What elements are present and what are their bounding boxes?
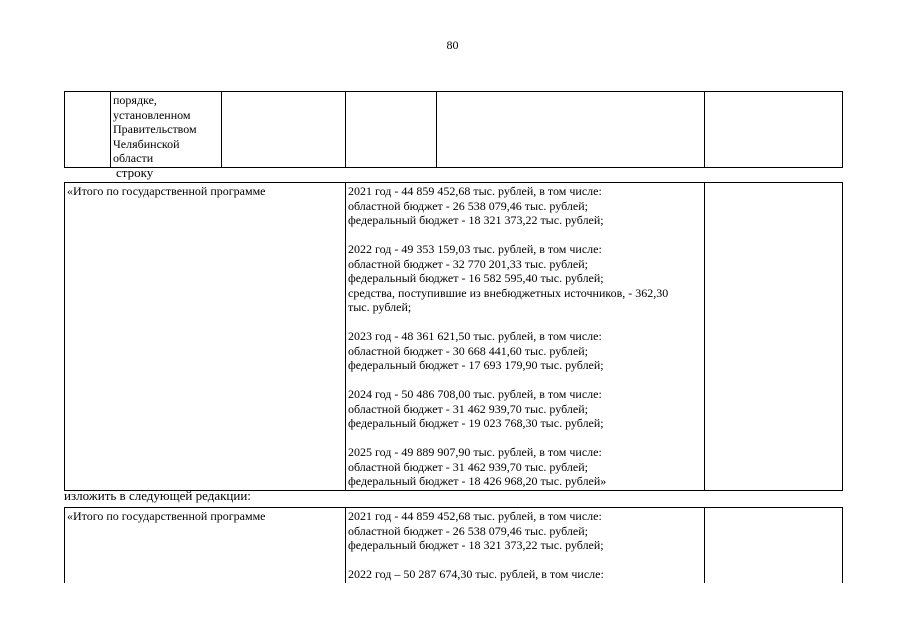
amount-line: средства, поступившие из внебюджетных источников, - 362,30 [348, 285, 669, 300]
amount-line: областной бюджет - 30 668 441,60 тыс. рублей; [348, 343, 588, 358]
amount-line: областной бюджет - 31 462 939,70 тыс. рублей; [348, 401, 588, 416]
amount-line: областной бюджет - 32 770 201,33 тыс. рублей; [348, 256, 588, 271]
spacer [348, 431, 702, 446]
spacer [348, 228, 702, 243]
top-cell-4 [346, 92, 437, 168]
top-cell-text [111, 92, 222, 168]
label-stroku: строку [116, 165, 154, 180]
old-row-title: «Итого по государственной программе [65, 183, 346, 491]
top-text-line: Челябинской [113, 136, 180, 151]
amount-line: 2023 год - 48 361 621,50 тыс. рублей, в том числе: [348, 329, 602, 343]
amount-line: 2024 год - 50 486 708,00 тыс. рублей, в том числе: [348, 387, 602, 401]
amount-line: федеральный бюджет - 18 426 968,20 тыс. рублей» [348, 474, 607, 488]
top-table [64, 91, 843, 168]
amount-line: 2025 год - 49 889 907,90 тыс. рублей, в том числе: [348, 445, 602, 459]
amount-line: федеральный бюджет - 19 023 768,30 тыс. рублей; [348, 416, 604, 430]
top-cell-1 [65, 92, 111, 168]
old-row-table [64, 182, 843, 491]
label-new-edition: изложить в следующей редакции: [64, 488, 251, 503]
top-text-line: установленном [113, 107, 191, 122]
amount-line: тыс. рублей; [348, 300, 412, 314]
amount-line: 2022 год – 50 287 674,30 тыс. рублей, в том числе: [348, 567, 604, 581]
new-row-title: «Итого по государственной программе [65, 508, 346, 583]
amount-line: 2021 год - 44 859 452,68 тыс. рублей, в том числе: [348, 184, 602, 198]
spacer [348, 315, 702, 330]
spacer [348, 553, 702, 568]
top-cell-6 [705, 92, 843, 168]
old-row-empty [705, 183, 843, 491]
amount-line: 2021 год - 44 859 452,68 тыс. рублей, в том числе: [348, 509, 602, 523]
amount-line: федеральный бюджет - 18 321 373,22 тыс. рублей; [348, 213, 604, 227]
new-row-empty [705, 508, 843, 583]
page-number: 80 [446, 38, 459, 52]
new-row-table [64, 507, 843, 583]
top-text-line: порядке, [113, 93, 157, 107]
amount-line: областной бюджет - 26 538 079,46 тыс. рублей; [348, 198, 588, 213]
top-text-line: области [113, 151, 154, 165]
amount-line: федеральный бюджет - 18 321 373,22 тыс. рублей; [348, 538, 604, 552]
amount-line: областной бюджет - 26 538 079,46 тыс. рублей; [348, 523, 588, 538]
top-text-line: Правительством [113, 122, 197, 136]
amount-line: федеральный бюджет - 17 693 179,90 тыс. рублей; [348, 358, 604, 372]
new-row-amounts [346, 508, 705, 583]
spacer [348, 373, 702, 388]
top-cell-5 [437, 92, 705, 168]
amount-line: федеральный бюджет - 16 582 595,40 тыс. рублей; [348, 271, 604, 285]
amount-line: 2022 год - 49 353 159,03 тыс. рублей, в том числе: [348, 242, 602, 256]
amount-line: областной бюджет - 31 462 939,70 тыс. рублей; [348, 459, 588, 474]
old-row-amounts [346, 183, 705, 491]
top-cell-3 [222, 92, 346, 168]
